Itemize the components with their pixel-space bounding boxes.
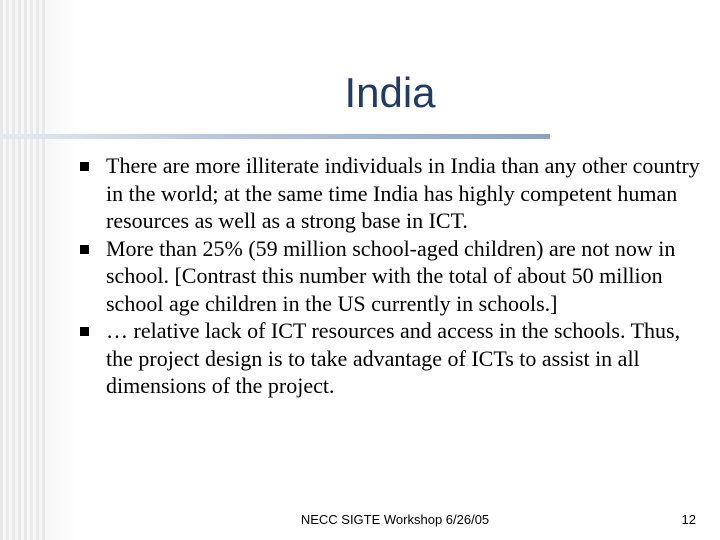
bullet-item	[80, 317, 710, 400]
slide-title: India	[344, 69, 436, 116]
title-divider	[0, 134, 550, 139]
bullet-list	[80, 152, 710, 400]
square-bullet-icon	[80, 245, 89, 254]
decorative-stripes	[0, 0, 48, 540]
footer-text: NECC SIGTE Workshop 6/26/05	[300, 512, 490, 527]
square-bullet-icon	[80, 162, 89, 171]
bullet-text: … relative lack of ICT resources and access in the schools. Thus, the project design is to take advantage of ICTs to assist in all dimensions of the project.	[106, 318, 681, 398]
bullet-text: More than 25% (59 million school-aged children) are not now in school. [Contrast this number with the total of about 50 million school age children in the US currently in schools.]	[106, 235, 676, 316]
bullet-text: There are more illiterate individuals in India than any other country in the world; at the same time India has highly competent human resources as well as a strong base in ICT.	[106, 153, 700, 233]
page-number: 12	[681, 512, 696, 527]
square-bullet-icon	[80, 327, 89, 336]
bullet-item	[80, 152, 710, 235]
bullet-item	[80, 235, 710, 318]
